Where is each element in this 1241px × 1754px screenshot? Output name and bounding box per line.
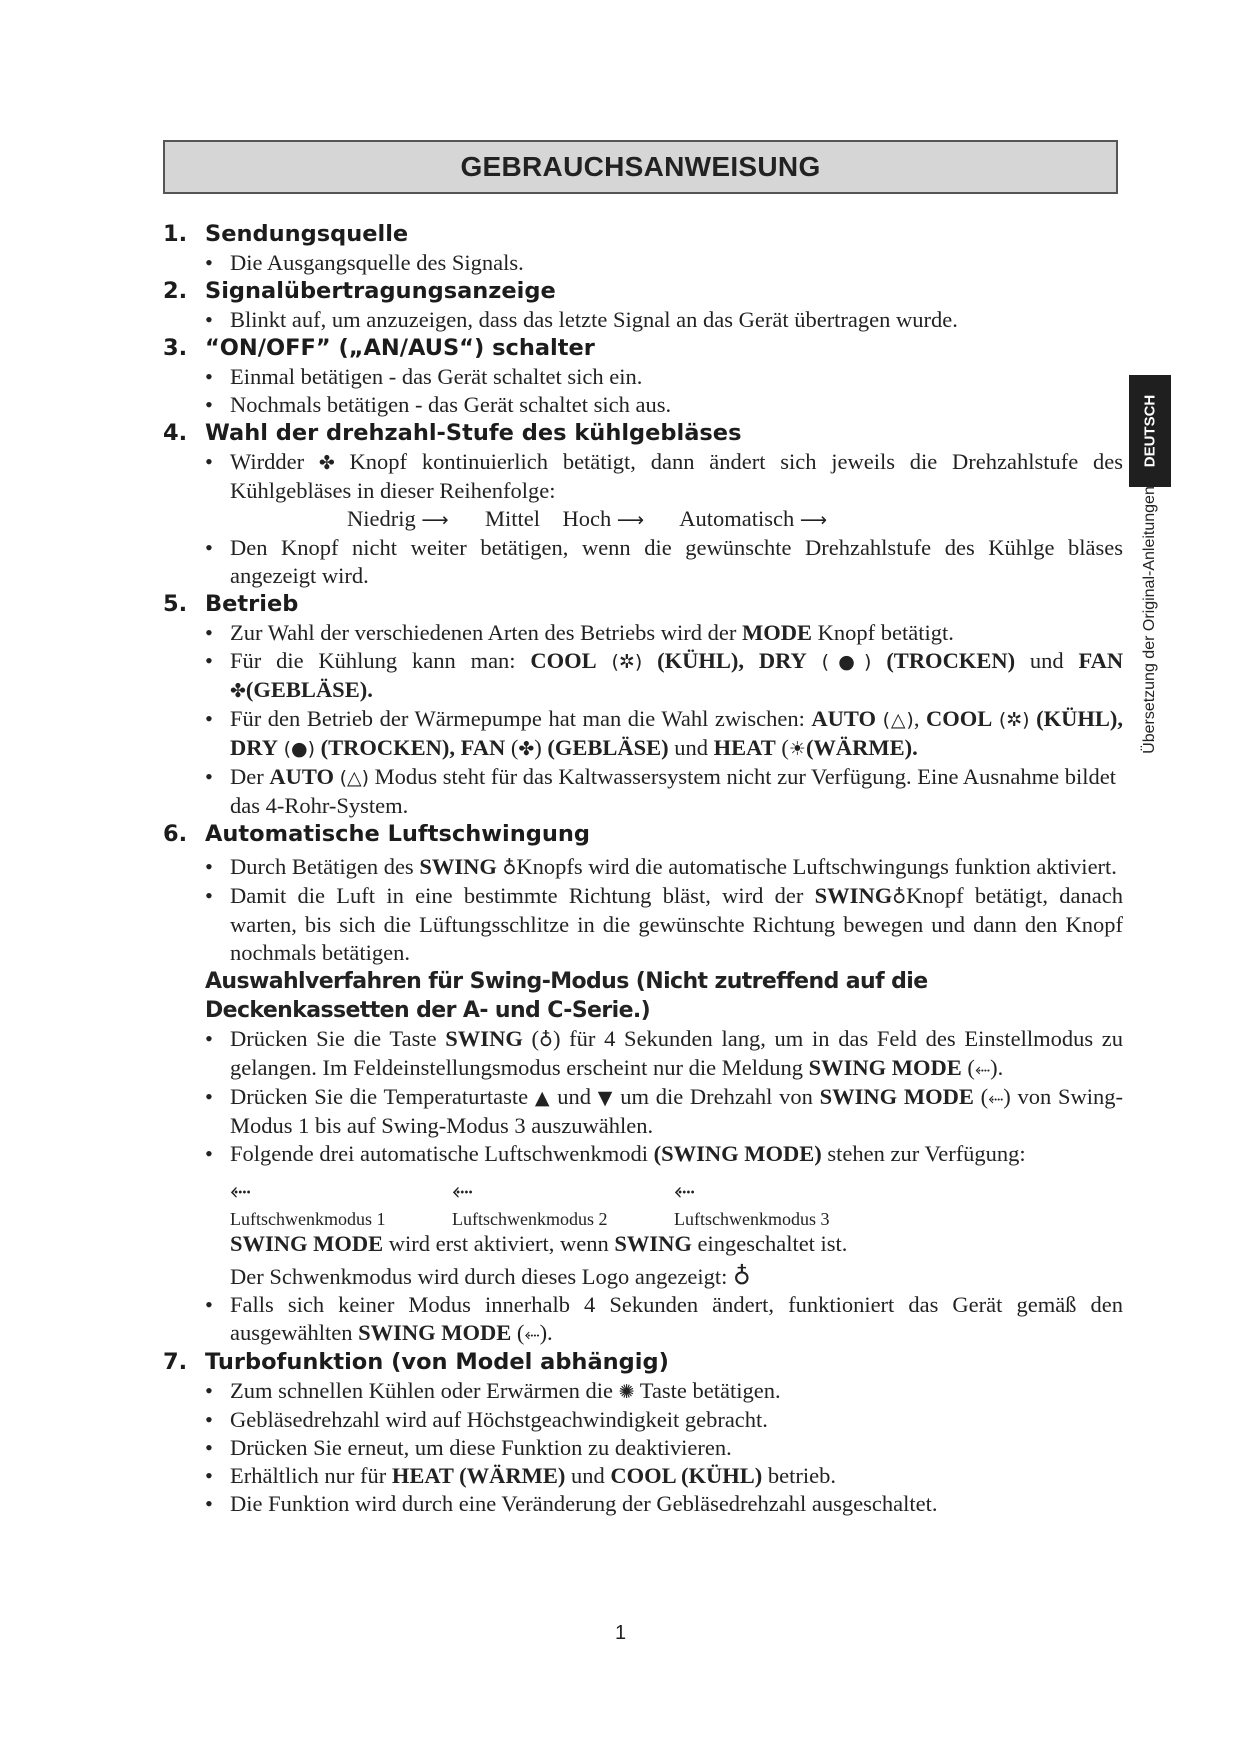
section-heading <box>163 820 1123 849</box>
swing-icon: ♁ <box>502 857 517 879</box>
fan-icon: ✤ <box>318 452 335 474</box>
swing-mode-keyword: SWING MODE <box>230 1231 384 1256</box>
bullet-text: Wirdder <box>230 449 305 474</box>
speed-high: Hoch <box>562 506 612 531</box>
section-title: Signalübertragungsanzeige <box>205 278 556 304</box>
swing-mode-icon: ⬸ <box>988 1087 1004 1109</box>
arrow-icon: ⟶ <box>799 509 828 531</box>
section-title: Turbofunktion (von Model abhängig) <box>205 1349 669 1375</box>
instructions-content <box>163 220 1123 1518</box>
bullet-item: • Falls sich keiner Modus innerhalb 4 Sekunden ändert, funktioniert das Gerät gemäß den ausgewählten SWING MODE (⬸). <box>205 1292 1123 1345</box>
section-number: 5. <box>163 591 188 617</box>
bullet-text: Knopfs wird die automatische Luftschwingungs funktion aktiviert. <box>516 854 1117 879</box>
title-banner <box>163 140 1118 194</box>
bullet-text: Drücken Sie erneut, um diese Funktion zu deaktivieren. <box>230 1435 732 1460</box>
bullet-text: Modus steht für das Kaltwassersystem nicht zur Verfügung. Eine Ausnahme bildet das 4-Rohr-System. <box>230 764 1116 818</box>
swing-mode-keyword: SWING MODE <box>819 1084 974 1109</box>
auto-keyword: AUTO <box>269 764 334 789</box>
bullet-text: Der <box>230 764 264 789</box>
swing-mode-item <box>230 1174 452 1230</box>
cool-keyword: COOL (KÜHL) <box>610 1463 763 1488</box>
page-title: GEBRAUCHSANWEISUNG <box>460 151 821 182</box>
swing-mode-1-icon: ⬸ <box>230 1176 251 1206</box>
bullet-text: Drücken Sie die Taste <box>230 1026 437 1051</box>
page-number: 1 <box>614 1622 627 1644</box>
fan-keyword: FAN <box>1078 648 1124 673</box>
subsection-title: Auswahlverfahren für Swing-Modus (Nicht zutreffend auf die Deckenkassetten der A- und C-Serie.) <box>205 969 928 1023</box>
bullet-item: • Gebläsedrehzahl wird auf Höchstgeachwindigkeit gebracht. <box>205 1406 1123 1434</box>
dry-keyword: (TROCKEN), <box>320 735 455 760</box>
bullet-item: • Für den Betrieb der Wärmepumpe hat man die Wahl zwischen: AUTO (△), COOL (✲) (KÜHL), DRY (●) (TROCKEN), FAN (✤) (GEBLÄSE) und HEAT (☀(WÄRME). <box>205 706 1123 760</box>
section-title: Betrieb <box>205 591 299 617</box>
swing-mode-label: Luftschwenkmodus 2 <box>452 1209 608 1229</box>
section-heading <box>163 334 1123 363</box>
bullet-text: für 4 Sekunden lang, um in das Feld des Einstellmodus zu gelangen. Im Feldeinstellungsmodus erscheint nur die Meldung <box>230 1026 1124 1080</box>
swing-mode-keyword: SWING MODE <box>358 1320 512 1345</box>
bullet-text: Den Knopf nicht weiter betätigen, wenn die gewünschte Drehzahlstufe des Kühlge bläses angezeigt wird. <box>230 535 1123 588</box>
swing-icon: ♁ <box>539 1029 553 1051</box>
swing-keyword: SWING <box>614 1231 692 1256</box>
swing-modes-list <box>230 1174 1123 1230</box>
mode-keyword: MODE <box>741 620 812 645</box>
up-arrow-icon: ▲ <box>534 1087 551 1109</box>
arrow-icon: ⟶ <box>421 509 449 531</box>
bullet-item: • Zur Wahl der verschiedenen Arten des Betriebs wird der MODE Knopf betätigt. <box>205 620 954 645</box>
bullet-text: Knopf kontinuierlich betätigt, dann ändert sich jeweils die Drehzahlstufe des Kühlgebläses in dieser Reihenfolge: <box>230 449 1123 503</box>
bullet-item: • Die Ausgangsquelle des Signals. <box>205 249 1123 277</box>
sun-icon: ☀ <box>788 738 806 760</box>
bullet-text: Die Ausgangsquelle des Signals. <box>230 250 524 275</box>
fan-keyword: (GEBLÄSE) <box>547 735 669 760</box>
bullet-text: Folgende drei automatische Luftschwenkmodi <box>230 1141 649 1166</box>
bullet-text: Drücken Sie die Temperaturtaste <box>230 1084 529 1109</box>
swing-mode-keyword: SWING MODE <box>808 1055 962 1080</box>
cool-keyword: COOL <box>530 648 597 673</box>
bullet-text: stehen zur Verfügung: <box>827 1141 1026 1166</box>
section-title: Wahl der drehzahl-Stufe des kühlgebläses <box>205 420 742 446</box>
swing-mode-3-icon: ⬸ <box>674 1176 695 1206</box>
bullet-text: Für die Kühlung kann man: <box>230 648 516 673</box>
bullet-text: Damit die Luft in eine bestimmte Richtung bläst, wird der <box>230 883 804 908</box>
auto-icon: (△) <box>882 709 914 731</box>
note-text: eingeschaltet ist. <box>697 1231 848 1256</box>
swing-logo-note <box>230 1262 1123 1291</box>
section-number: 4. <box>163 420 188 446</box>
swing-mode-item <box>452 1174 674 1230</box>
swing-mode-keyword: (SWING MODE) <box>653 1141 822 1166</box>
dry-keyword: DRY <box>230 735 278 760</box>
speed-medium: Mittel <box>484 506 540 531</box>
bullet-text: Taste betätigen. <box>639 1378 781 1403</box>
bullet-text: von Swing-Modus 1 bis auf Swing-Modus 3 auszuwählen. <box>230 1084 1124 1138</box>
droplet-icon: (●) <box>283 738 315 760</box>
section-title: Sendungsquelle <box>205 221 409 247</box>
bullet-item: • Einmal betätigen - das Gerät schaltet sich ein. <box>205 363 1123 391</box>
bullet-text: Einmal betätigen - das Gerät schaltet sich ein. <box>230 364 643 389</box>
fan-keyword: FAN <box>460 735 506 760</box>
conjunction: und <box>571 1463 605 1488</box>
conjunction: und <box>674 735 709 760</box>
section-heading <box>163 419 1123 448</box>
swing-logo-icon: ♁ <box>733 1262 751 1290</box>
bullet-item: • Drücken Sie erneut, um diese Funktion zu deaktivieren. <box>205 1434 1123 1462</box>
bullet-text: Durch Betätigen des <box>230 854 414 879</box>
swing-icon: ♁ <box>892 886 907 908</box>
swing-keyword: SWING <box>814 883 893 908</box>
section-title: Automatische Luftschwingung <box>205 821 590 847</box>
heat-keyword: HEAT (WÄRME) <box>391 1463 566 1488</box>
bullet-text: Die Funktion wird durch eine Veränderung der Gebläsedrehzahl ausgeschaltet. <box>230 1491 938 1516</box>
swing-keyword: SWING <box>419 854 497 879</box>
bullet-item: • Zum schnellen Kühlen oder Erwärmen die ✺ Taste betätigen. <box>205 1378 781 1403</box>
bullet-text: Erhältlich nur für <box>230 1463 387 1488</box>
bullet-item: • Durch Betätigen des SWING ♁Knopfs wird die automatische Luftschwingungs funktion aktiviert. <box>205 854 1117 879</box>
swing-mode-label: Luftschwenkmodus 1 <box>230 1209 386 1229</box>
bullet-text: Blinkt auf, um anzuzeigen, dass das letzte Signal an das Gerät übertragen wurde. <box>230 307 958 332</box>
section-number: 6. <box>163 821 188 847</box>
bullet-text: um die Drehzahl von <box>620 1084 813 1109</box>
conjunction: und <box>557 1084 592 1109</box>
conjunction: und <box>1029 648 1064 673</box>
bullet-item: • Folgende drei automatische Luftschwenkmodi (SWING MODE) stehen zur Verfügung: <box>205 1141 1026 1166</box>
bullet-item: • Erhältlich nur für HEAT (WÄRME) und COOL (KÜHL) betrieb. <box>205 1463 836 1488</box>
section-number: 2. <box>163 278 188 304</box>
down-arrow-icon: ▼ <box>597 1087 614 1109</box>
cool-keyword: (KÜHL), <box>1036 706 1123 731</box>
note-text: Der Schwenkmodus wird durch dieses Logo angezeigt: <box>230 1264 728 1289</box>
section-number: 1. <box>163 221 188 247</box>
swing-keyword: SWING <box>445 1026 523 1051</box>
bullet-text: Für den Betrieb der Wärmepumpe hat man die Wahl zwischen: <box>230 706 805 731</box>
dry-keyword: (TROCKEN) <box>886 648 1016 673</box>
bullet-item: • Damit die Luft in eine bestimmte Richtung bläst, wird der SWING♁Knopf betätigt, danach warten, bis sich die Lüftungsschlitze in die gewünschte Richtung bewegen und dann den Knopf nochmals betätigen. <box>205 883 1124 965</box>
bullet-item: • Nochmals betätigen - das Gerät schaltet sich aus. <box>205 391 1123 419</box>
swing-activation-note <box>230 1230 1123 1258</box>
bullet-text: Falls sich keiner Modus innerhalb 4 Sekunden ändert, funktioniert das Gerät gemäß den ausgewählten <box>230 1292 1123 1345</box>
note-text: wird erst aktiviert, wenn <box>388 1231 609 1256</box>
swing-mode-icon: ⬸ <box>524 1323 540 1345</box>
auto-keyword: AUTO <box>811 706 877 731</box>
arrow-icon: ⟶ <box>616 509 645 531</box>
snowflake-icon: (✲) <box>998 709 1030 731</box>
swing-mode-icon: ⬸ <box>974 1058 991 1080</box>
side-caption: Übersetzung der Original-Anleitungen <box>1141 486 1158 754</box>
bullet-item: • Der AUTO (△) Modus steht für das Kaltwassersystem nicht zur Verfügung. Eine Ausnahme bildet das 4-Rohr-System. <box>205 764 1116 818</box>
cool-keyword: COOL <box>926 706 993 731</box>
language-tab <box>1129 375 1171 487</box>
bullet-text: Nochmals betätigen - das Gerät schaltet sich aus. <box>230 392 672 417</box>
cool-keyword: (KÜHL), <box>657 648 744 673</box>
snowflake-icon: (✲) <box>611 651 643 673</box>
section-number: 7. <box>163 1349 188 1375</box>
bullet-item: • Für die Kühlung kann man: COOL (✲) (KÜHL), DRY (●) (TROCKEN) und FAN ✤(GEBLÄSE). <box>205 648 1124 702</box>
bullet-item: • Drücken Sie die Temperaturtaste ▲ und ▼ um die Drehzahl von SWING MODE (⬸) von Swing-Modus 1 bis auf Swing-Modus 3 auszuwählen. <box>205 1084 1124 1138</box>
speed-low: Niedrig <box>347 506 416 531</box>
speed-auto: Automatisch <box>679 506 795 531</box>
bullet-item: • Blinkt auf, um anzuzeigen, dass das letzte Signal an das Gerät übertragen wurde. <box>205 306 1123 334</box>
bullet-text: Gebläsedrehzahl wird auf Höchstgeachwindigkeit gebracht. <box>230 1407 768 1432</box>
fan-icon: ✤ <box>518 738 535 760</box>
dry-keyword: DRY <box>758 648 807 673</box>
section-heading <box>163 1348 1123 1377</box>
droplet-icon: (●) <box>821 651 872 673</box>
bullet-item: • Den Knopf nicht weiter betätigen, wenn die gewünschte Drehzahlstufe des Kühlge bläses angezeigt wird. <box>205 535 1123 588</box>
turbo-icon: ✺ <box>618 1381 635 1403</box>
bullet-item: • Drücken Sie die Taste SWING (♁) für 4 Sekunden lang, um in das Feld des Einstellmodus zu gelangen. Im Feldeinstellungsmodus erscheint nur die Meldung SWING MODE (⬸). <box>205 1026 1124 1080</box>
bullet-text: Knopf betätigt. <box>817 620 954 645</box>
bullet-text: betrieb. <box>767 1463 836 1488</box>
bullet-item: • Wirdder ✤ Knopf kontinuierlich betätigt, dann ändert sich jeweils die Drehzahlstufe des Kühlgebläses in dieser Reihenfolge: <box>205 449 1123 503</box>
swing-mode-label: Luftschwenkmodus 3 <box>674 1209 830 1229</box>
section-heading <box>163 277 1123 306</box>
section-heading <box>163 220 1123 249</box>
fan-speed-sequence <box>347 505 1123 534</box>
bullet-text: Zum schnellen Kühlen oder Erwärmen die <box>230 1378 613 1403</box>
fan-keyword: (GEBLÄSE). <box>245 677 373 702</box>
fan-icon: ✤ <box>230 680 246 702</box>
bullet-item: • Die Funktion wird durch eine Veränderung der Gebläsedrehzahl ausgeschaltet. <box>205 1490 1123 1518</box>
section-title: “ON/OFF” („AN/AUS“) schalter <box>205 335 595 361</box>
language-tab-label: DEUTSCH <box>1141 394 1159 468</box>
swing-mode-item <box>674 1174 896 1230</box>
bullet-text: Zur Wahl der verschiedenen Arten des Betriebs wird der <box>230 620 737 645</box>
section-number: 3. <box>163 335 188 361</box>
auto-icon: (△) <box>339 767 370 789</box>
heat-keyword: HEAT <box>713 735 776 760</box>
swing-mode-2-icon: ⬸ <box>452 1176 473 1206</box>
section-heading <box>163 590 1123 619</box>
bullet-text: Knopf betätigt, danach warten, bis sich die Lüftungsschlitze in die gewünschte Richtung bewegen und dann den Knopf nochmals betätigen. <box>230 883 1124 965</box>
heat-keyword: (WÄRME). <box>805 735 918 760</box>
